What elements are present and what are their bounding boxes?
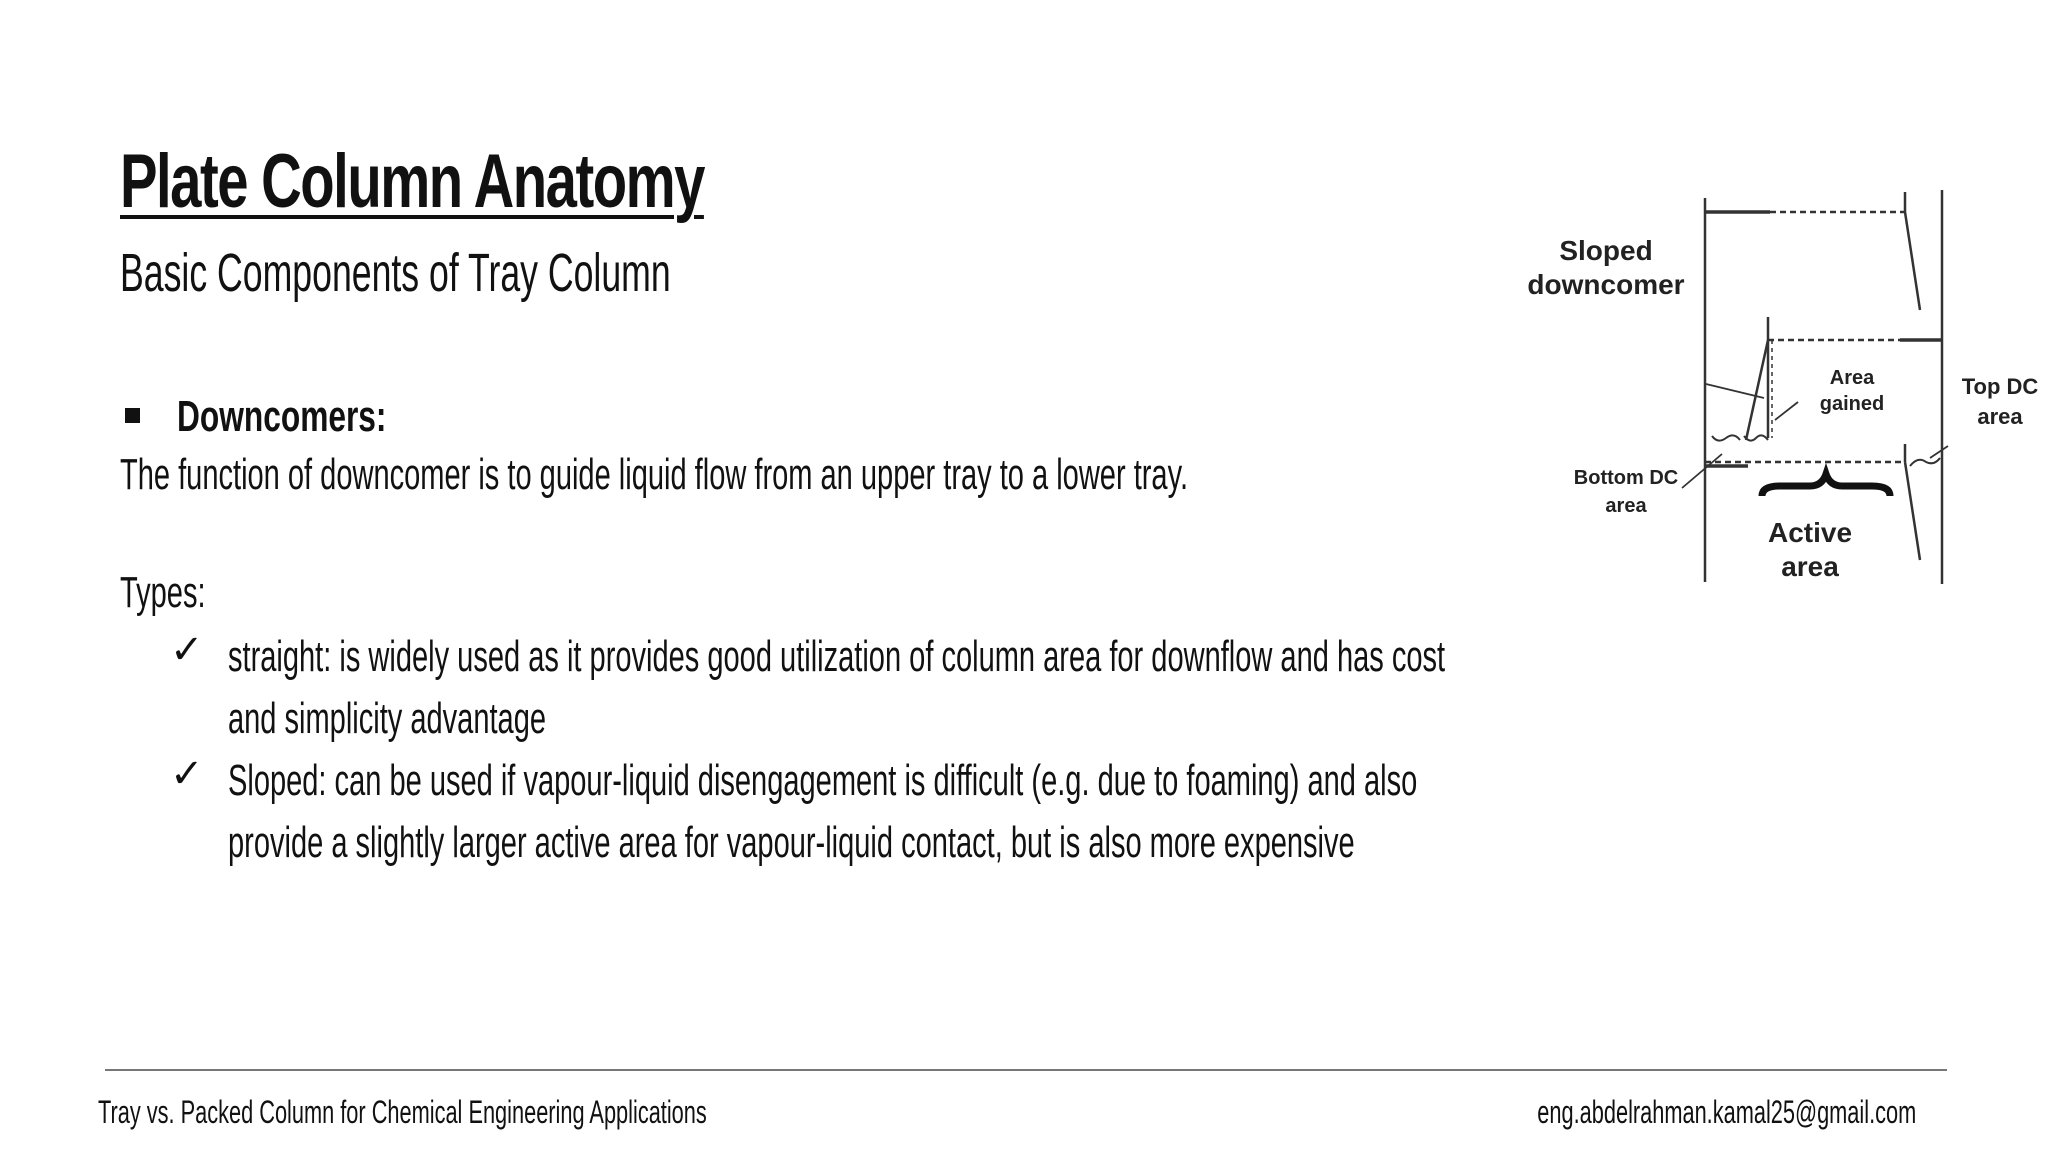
checkmark-icon: ✓ [170, 628, 204, 672]
label-top-dc-2: area [1977, 404, 2023, 429]
footer-course-title: Tray vs. Packed Column for Chemical Engineering Applications [98, 1094, 707, 1130]
slide-subtitle: Basic Components of Tray Column [120, 243, 671, 303]
label-bottom-dc-1: Bottom DC [1573, 467, 1679, 489]
square-bullet-icon [125, 408, 140, 423]
types-label: Types: [120, 568, 206, 617]
type-straight-line1: straight: is widely used as it provides good utilization of column area for downflow and has cost [228, 632, 1446, 681]
type-straight-line2: and simplicity advantage [228, 694, 547, 743]
downcomer-diagram [1500, 180, 2048, 610]
downcomer-definition: The function of downcomer is to guide liquid flow from an upper tray to a lower tray. [120, 450, 1189, 499]
slide-title: Plate Column Anatomy [120, 139, 704, 224]
footer-email: eng.abdelrahman.kamal25@gmail.com [1537, 1094, 1916, 1130]
label-bottom-dc-2: area [1605, 495, 1647, 517]
checkmark-icon: ✓ [170, 752, 204, 796]
type-sloped-line1: Sloped: can be used if vapour-liquid disengagement is difficult (e.g. due to foaming) and also [228, 756, 1418, 805]
label-sloped-downcomer-1: Sloped [1559, 235, 1653, 266]
footer-divider [105, 1069, 1947, 1071]
label-sloped-downcomer-2: downcomer [1527, 269, 1685, 300]
label-area-gained-1: Area [1829, 367, 1875, 389]
label-area-gained-2: gained [1819, 393, 1885, 415]
label-active-1: Active [1767, 517, 1853, 548]
label-top-dc-1: Top DC [1961, 374, 2039, 399]
type-sloped-line2: provide a slightly larger active area for vapour-liquid contact, but is also more expensive [228, 818, 1355, 867]
label-active-2: area [1781, 551, 1839, 582]
section-heading: Downcomers: [177, 392, 387, 441]
active-area-brace [1762, 474, 1890, 496]
